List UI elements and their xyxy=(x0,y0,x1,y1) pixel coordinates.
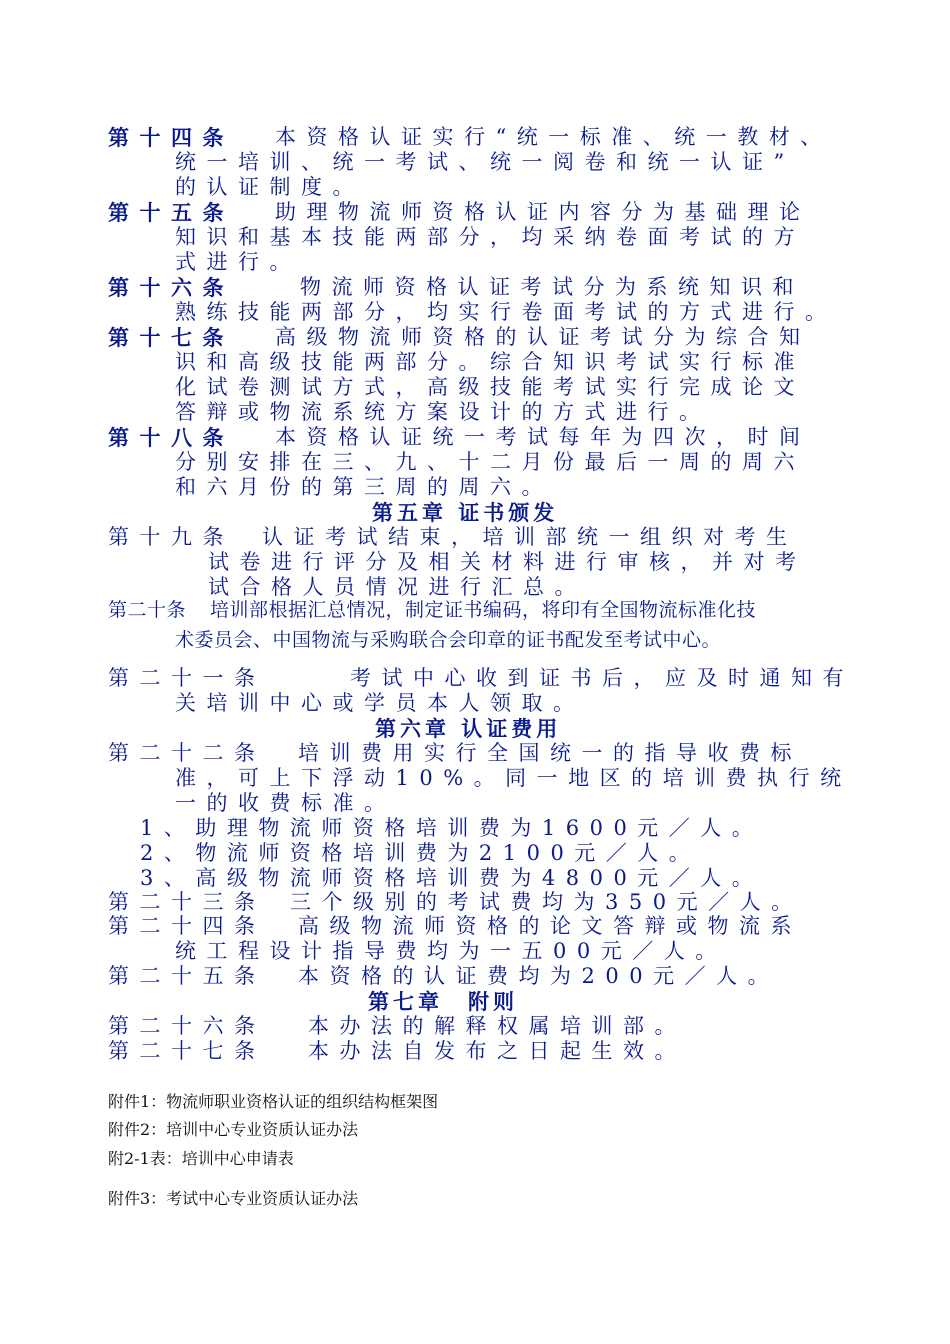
article-21-line-2: 关培训中心或学员本人领取。 xyxy=(175,691,585,715)
article-20-line-2: 术委员会、中国物流与采购联合会印章的证书配发至考试中心。 xyxy=(175,629,722,651)
article-17-line-2: 识和高级技能两部分。综合知识考试实行标准 xyxy=(175,350,805,374)
fee-item: 3、高级物流师资格培训费为4800元／人。 xyxy=(140,866,764,890)
article-25-label: 第二十五条 xyxy=(108,964,266,988)
article-23-label: 第二十三条 xyxy=(108,890,266,914)
article-22-line-1: 培训费用实行全国统一的指导收费标 xyxy=(298,741,802,765)
article-17-line-3: 化试卷测试方式，高级技能考试实行完成论文 xyxy=(175,375,805,399)
article-26-text: 本办法的解释权属培训部。 xyxy=(308,1014,686,1038)
article-16-line-2: 熟练技能两部分，均实行卷面考试的方式进行。 xyxy=(175,300,837,324)
chapter-7-heading: 第七章 附则 xyxy=(368,989,518,1014)
article-18-label: 第十八条 xyxy=(108,425,234,450)
attachment-2: 附件2：培训中心专业资质认证办法 xyxy=(108,1120,359,1139)
article-17-line-4: 答辩或物流系统方案设计的方式进行。 xyxy=(175,400,711,424)
article-19-line-3: 试合格人员情况进行汇总。 xyxy=(208,575,586,599)
article-18-line-2: 分别安排在三、九、十二月份最后一周的周六 xyxy=(175,450,805,474)
article-19-line-1: 认证考试结束，培训部统一组织对考生 xyxy=(262,525,798,549)
article-26-label: 第二十六条 xyxy=(108,1014,266,1038)
article-15-label: 第十五条 xyxy=(108,200,234,225)
article-21-line-1: 考试中心收到证书后，应及时通知有 xyxy=(350,666,854,690)
attachment-3: 附件3：考试中心专业资质认证办法 xyxy=(108,1189,359,1208)
article-15-line-3: 式进行。 xyxy=(175,250,301,274)
fee-item: 2、物流师资格培训费为2100元／人。 xyxy=(140,841,701,865)
article-21-label: 第二十一条 xyxy=(108,666,266,690)
attachment-2-1: 附2-1表：培训中心申请表 xyxy=(108,1149,294,1168)
article-22-line-2: 准，可上下浮动10%。同一地区的培训费执行统 xyxy=(175,766,852,790)
chapter-5-heading: 第五章 证书颁发 xyxy=(372,500,559,525)
article-18-line-1: 本资格认证统一考试每年为四次，时间 xyxy=(275,425,811,449)
article-19-line-2: 试卷进行评分及相关材料进行审核，并对考 xyxy=(208,550,807,574)
article-24-line-1: 高级物流师资格的论文答辩或物流系 xyxy=(298,914,802,938)
article-20-label: 第二十条 xyxy=(108,599,187,621)
article-16-line-1: 物流师资格认证考试分为系统知识和 xyxy=(300,275,804,299)
article-15-line-2: 知识和基本技能两部分，均采纳卷面考试的方 xyxy=(175,225,805,249)
article-15-line-1: 助理物流师资格认证内容分为基础理论 xyxy=(275,200,811,224)
article-27-label: 第二十七条 xyxy=(108,1039,266,1063)
article-23-text: 三个级别的考试费均为350元／人。 xyxy=(290,890,803,914)
article-22-label: 第二十二条 xyxy=(108,741,266,765)
article-27-text: 本办法自发布之日起生效。 xyxy=(308,1039,686,1063)
article-22-line-3: 一的收费标准。 xyxy=(175,791,396,815)
article-17-label: 第十七条 xyxy=(108,325,234,350)
article-16-label: 第十六条 xyxy=(108,275,234,300)
article-18-line-3: 和六月份的第三周的周六。 xyxy=(175,475,553,499)
article-19-label: 第十九条 xyxy=(108,525,234,549)
chapter-6-heading: 第六章 认证费用 xyxy=(375,716,562,741)
article-14-line-2: 统一培训、统一考试、统一阅卷和统一认证” xyxy=(175,150,795,174)
fee-item: 1、助理物流师资格培训费为1600元／人。 xyxy=(140,816,764,840)
article-20-line-1: 培训部根据汇总情况，制定证书编码，将印有全国物流标准化技 xyxy=(210,599,757,621)
article-14-label: 第十四条 xyxy=(108,125,234,150)
article-14-line-1: 本资格认证实行“统一标准、统一教材、 xyxy=(275,125,832,149)
article-25-text: 本资格的认证费均为200元／人。 xyxy=(298,964,780,988)
article-24-line-2: 统工程设计指导费均为一五00元／人。 xyxy=(175,939,727,963)
article-17-line-1: 高级物流师资格的认证考试分为综合知 xyxy=(275,325,811,349)
article-24-label: 第二十四条 xyxy=(108,914,266,938)
article-14-line-3: 的认证制度。 xyxy=(175,175,364,199)
attachment-1: 附件1：物流师职业资格认证的组织结构框架图 xyxy=(108,1092,439,1111)
